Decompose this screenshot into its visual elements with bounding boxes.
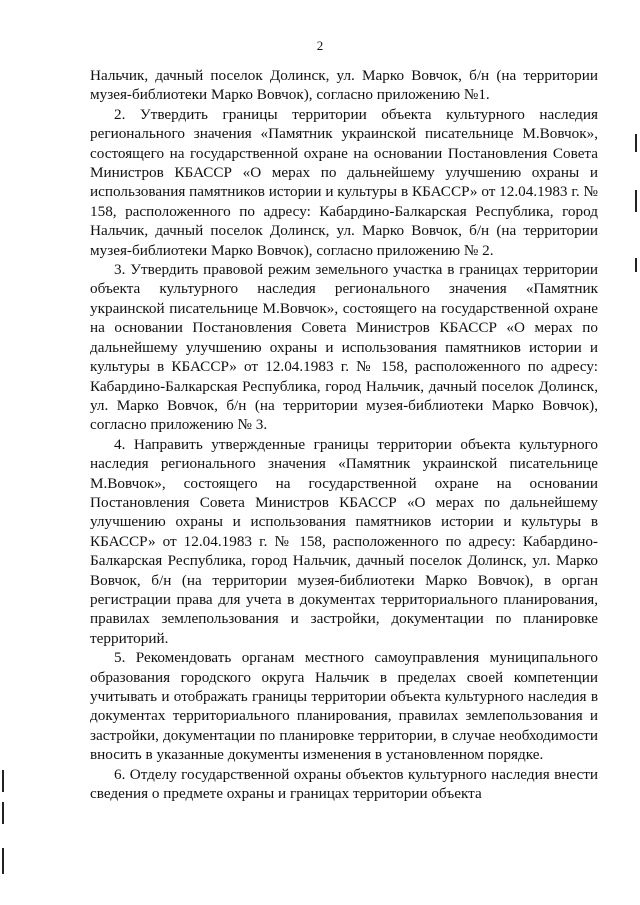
paragraph-item-4: 4. Направить утвержденные границы территории объекта культурного наследия регионального значения «Памятник украинской писательнице М.Вовчок», состоящего на государственной охране на основании Постановления Совета Министров КБАССР «О мерах по дальнейшему улучшению охраны и использования памятников истории и культуры в КБАССР» от 12.04.1983 г. № 158, расположенного по адресу: Кабардино-Балкарская Республика, город Нальчик, дачный поселок Долинск, ул. Марко Вовчок, б/н (на территории музея-библиотеки Марко Вовчок), в орган регистрации права для учета в документах территориального планирования, правилах землепользования и застройки, документации по планировке территорий. bbox=[90, 435, 598, 647]
page-number: 2 bbox=[316, 38, 324, 53]
paragraph-continuation: Нальчик, дачный поселок Долинск, ул. Марко Вовчок, б/н (на территории музея-библиотеки Марко Вовчок), согласно приложению №1. bbox=[90, 67, 598, 104]
paragraph-item-6: 6. Отделу государственной охраны объектов культурного наследия внести сведения о предмете охраны и границах территории объекта bbox=[90, 765, 598, 803]
scan-edge-mark bbox=[635, 190, 637, 212]
scan-edge-mark bbox=[2, 770, 4, 792]
scan-edge-mark bbox=[2, 848, 4, 874]
scan-edge-mark bbox=[635, 134, 637, 152]
document-body bbox=[90, 66, 598, 803]
scan-edge-mark bbox=[635, 258, 637, 272]
paragraph-item-3: 3. Утвердить правовой режим земельного участка в границах территории объекта культурного наследия регионального значения «Памятник украинской писательнице М.Вовчок», состоящего на государственной охране на основании Постановления Совета Министров КБАССР «О мерах по дальнейшему улучшению охраны и использования памятников истории и культуры в КБАССР» от 12.04.1983 г. № 158, расположенного по адресу: Кабардино-Балкарская Республика, город Нальчик, дачный поселок Долинск, ул. Марко Вовчок, б/н (на территории музея-библиотеки Марко Вовчок), согласно приложению № 3. bbox=[90, 261, 598, 434]
paragraph-item-5: 5. Рекомендовать органам местного самоуправления муниципального образования городского округа Нальчик в пределах своей компетенции учитывать и отображать границы территории объекта культурного наследия в документах территориального планирования, правилах землепользования и застройки, документации по планировке территории, в случае необходимости вносить в указанные документы изменения в установленном порядке. bbox=[90, 649, 598, 764]
scan-edge-mark bbox=[2, 802, 4, 824]
paragraph-item-2: 2. Утвердить границы территории объекта культурного наследия регионального значения «Памятник украинской писательнице М.Вовчок», состоящего на государственной охране на основании Постановления Совета Министров КБАССР «О мерах по дальнейшему улучшению охраны и использования памятников истории и культуры в КБАССР» от 12.04.1983 г. № 158, расположенного по адресу: Кабардино-Балкарская Республика, город Нальчик, дачный поселок Долинск, ул. Марко Вовчок, б/н (на территории музея-библиотеки Марко Вовчок), согласно приложению № 2. bbox=[90, 105, 598, 259]
